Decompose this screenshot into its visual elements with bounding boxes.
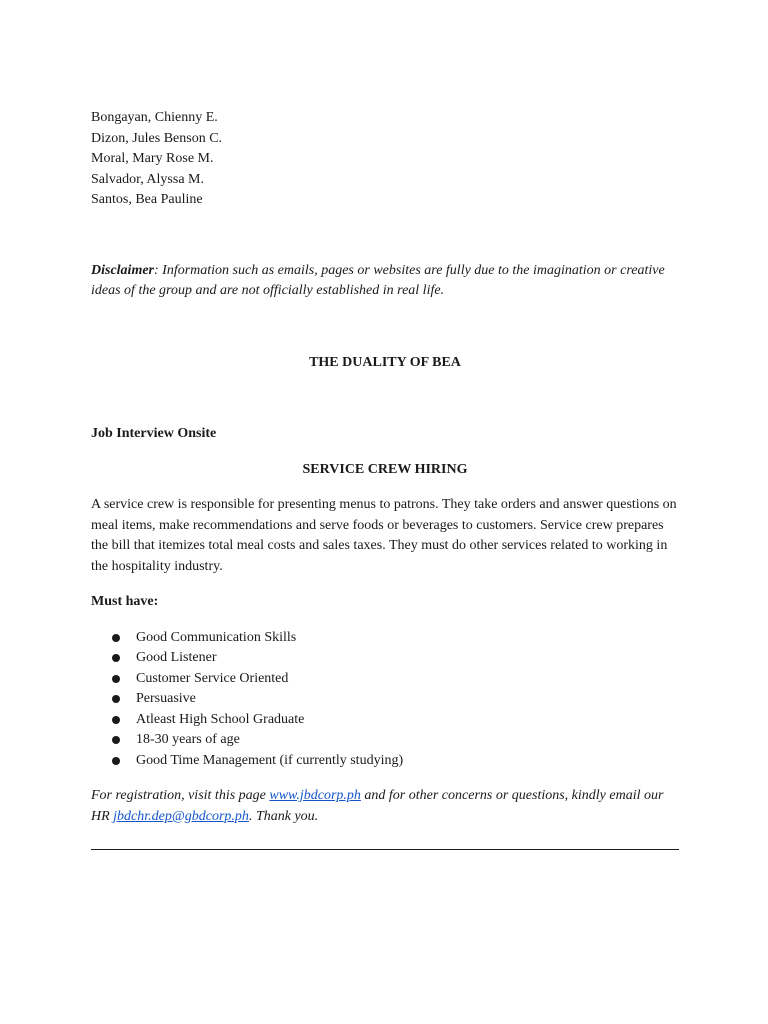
document-title: THE DUALITY OF BEA xyxy=(309,354,461,370)
registration-note xyxy=(91,786,679,827)
list-item xyxy=(91,689,679,710)
author-list xyxy=(91,108,679,211)
list-item xyxy=(91,730,679,751)
requirement-text: Good Time Management (if currently studying) xyxy=(136,752,404,768)
list-item xyxy=(91,710,679,731)
must-have-heading: Must have: xyxy=(91,594,159,609)
author-name: Dizon, Jules Benson C. xyxy=(91,130,223,146)
horizontal-divider xyxy=(91,849,679,850)
list-item xyxy=(91,751,679,772)
registration-middle: and for other concerns or questions, kindly email our HR xyxy=(91,788,664,824)
requirement-text: Good Listener xyxy=(136,650,217,665)
disclaimer-label: Disclaimer xyxy=(91,262,154,278)
bullet-icon xyxy=(112,716,120,724)
registration-suffix: . Thank you. xyxy=(248,808,319,824)
author-name: Moral, Mary Rose M. xyxy=(91,151,214,166)
disclaimer xyxy=(91,261,679,302)
list-item xyxy=(91,648,679,669)
bullet-icon xyxy=(112,695,120,703)
registration-page-link[interactable]: www.jbdcorp.ph xyxy=(269,788,361,803)
hr-email-link[interactable]: jbdchr.dep@gbdcorp.ph xyxy=(113,808,249,824)
requirement-text: Atleast High School Graduate xyxy=(136,711,305,727)
requirement-text: 18-30 years of age xyxy=(136,732,240,747)
requirement-text: Persuasive xyxy=(136,691,196,706)
list-item xyxy=(91,628,679,649)
author-name: Bongayan, Chienny E. xyxy=(91,110,218,125)
bullet-icon xyxy=(112,634,120,642)
requirements-list xyxy=(91,628,679,772)
document-subtitle: Job Interview Onsite xyxy=(91,426,217,441)
bullet-icon xyxy=(112,736,120,744)
job-description: A service crew is responsible for presenting menus to patrons. They take orders and answer questions on meal items, make recommendations and serve foods or beverages to customers. Service crew prepares the bill that itemizes total meal costs and sales taxes. They must do other services related to working in the hospitality industry. xyxy=(91,497,677,574)
section-title: SERVICE CREW HIRING xyxy=(302,461,468,477)
requirement-text: Good Communication Skills xyxy=(136,629,297,645)
document-page xyxy=(91,108,679,850)
registration-prefix: For registration, visit this page xyxy=(91,788,270,803)
author-name: Salvador, Alyssa M. xyxy=(91,171,204,187)
disclaimer-text: : Information such as emails, pages or websites are fully due to the imagination or creative ideas of the group and are not officially established in real life. xyxy=(91,262,665,298)
bullet-icon xyxy=(112,675,120,683)
list-item xyxy=(91,669,679,690)
bullet-icon xyxy=(112,654,120,662)
bullet-icon xyxy=(112,757,120,765)
requirement-text: Customer Service Oriented xyxy=(136,670,289,686)
author-name: Santos, Bea Pauline xyxy=(91,192,203,207)
